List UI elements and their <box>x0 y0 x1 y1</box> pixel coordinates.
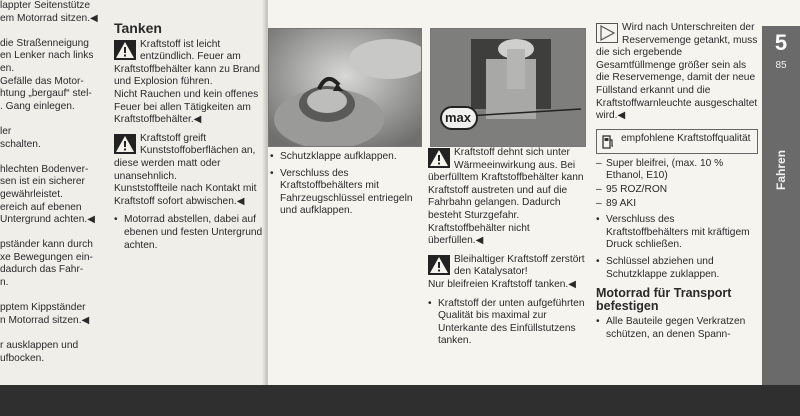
instruction-bullet: • Schutzklappe aufklappen. <box>270 151 420 164</box>
fuel-spec-list <box>596 158 758 210</box>
text-line: hlechten Bodenver- <box>0 163 89 175</box>
chapter-label <box>764 130 798 210</box>
warning-leaded <box>428 254 586 292</box>
warning-text: Kraftstoff greift Kunststoffoberflächen an, diese werden matt oder unansehnlich. <box>114 132 256 182</box>
warning-text-cont: Kraftstoffbehälter nicht überfüllen.◀ <box>428 222 530 247</box>
text-line: n Motorrad sitzen.◀ <box>0 314 90 326</box>
warning-expansion <box>428 147 586 248</box>
warning-plastic <box>114 133 264 209</box>
fuel-filler-photo <box>430 28 586 147</box>
text-line: lappter Seitenstütze <box>0 0 91 11</box>
text-line <box>0 290 108 303</box>
text-line <box>0 327 108 340</box>
instruction-bullet: • Schlüssel abziehen und Schutzklappe zuklappen. <box>596 256 758 281</box>
text-line <box>0 151 108 164</box>
warning-text: Kraftstoff dehnt sich unter Wärmeeinwirkung aus. Bei überfülltem Kraftstoffbehälter kann Kraftstoff austreten und auf die Fahrbahn gelangen. Dadurch besteht Sturzgefahr. <box>428 147 584 221</box>
note-text: Wird nach Unterschreiten der Reservemenge getankt, muss die sich ergebende Gesamtfüllmenge größer sein als die Reservemenge, damit der neue Füllstand erkannt und die Kraftstoffwarnleuchte ausgeschaltet wird.◀ <box>596 22 758 122</box>
recommended-fuel-box <box>596 129 758 154</box>
text-line: Untergrund achten.◀ <box>0 214 96 226</box>
chapter-label-text: Fahren <box>774 149 788 191</box>
text-line: n. <box>0 277 9 289</box>
max-level-label: max <box>445 110 472 125</box>
warning-text-cont: Kunststoffteile nach Kontakt mit Kraftstoff sofort abwischen.◀ <box>114 183 257 207</box>
chapter-number: 5 <box>774 30 788 55</box>
open-cap-steps <box>270 147 420 222</box>
text-line: ufbocken. <box>0 352 45 364</box>
refuel-section <box>114 22 264 256</box>
text-line: pptem Kippständer <box>0 302 86 314</box>
section-title: Motorrad für Transport befestigen <box>596 286 732 313</box>
fuel-cap-photo <box>268 28 422 147</box>
instruction-bullet: • Verschluss des Kraftstoffbehälters mit kräftigem Druck schließen. <box>596 214 758 252</box>
text-line: gewährleistet. <box>0 188 63 200</box>
fuel-warnings <box>428 147 586 352</box>
text-line: pständer kann durch <box>0 239 93 251</box>
warning-icon <box>428 255 450 275</box>
text-line: Gefälle das Motor- <box>0 75 84 87</box>
text-line: dadurch das Fahr- <box>0 264 84 276</box>
close-cap-steps <box>596 214 758 281</box>
warning-text-cont: Nicht Rauchen und kein offenes Feuer bei allen Tätigkeiten am Kraftstoffbehälter.◀ <box>114 88 259 126</box>
instruction-bullet: • Verschluss des Kraftstoffbehälters mit Fahrzeugschlüssel entriegeln und aufklappen. <box>270 168 420 218</box>
section-title: Tanken <box>114 20 162 36</box>
left-cut-column <box>0 0 108 365</box>
text-line: schalten. <box>0 138 41 150</box>
warning-text-cont: Nur bleifreien Kraftstoff tanken.◀ <box>428 278 577 290</box>
text-line: . Gang einlegen. <box>0 100 75 112</box>
fuel-cap-illustration <box>269 29 421 146</box>
text-line: en Lenker nach links <box>0 50 94 62</box>
warning-text: Bleihaltiger Kraftstoff zerstört den Katalysator! <box>454 253 585 278</box>
step-list <box>270 151 420 218</box>
note-triangle-icon <box>596 23 618 43</box>
left-page <box>0 0 268 385</box>
text-line: sen ist ein sicherer <box>0 176 85 188</box>
text-line: htung „bergauf“ stel- <box>0 88 92 100</box>
warning-icon <box>114 40 136 60</box>
warning-flammable <box>114 39 264 127</box>
fuel-quality-column <box>596 22 758 345</box>
text-line: ler <box>0 125 12 137</box>
warning-text: Kraftstoff ist leicht entzündlich. Feuer am Kraftstoffbehälter kann zu Brand und Explosion führen. <box>114 38 260 88</box>
instruction-bullet: • Alle Bauteile gegen Verkratzen schützen, an denen Spann- <box>596 316 758 341</box>
warning-icon <box>428 148 450 168</box>
text-line: en. <box>0 62 15 74</box>
scan-shadow <box>0 385 800 416</box>
text-line <box>0 227 108 240</box>
instruction-bullet: • Kraftstoff der unten aufgeführten Qualität bis maximal zur Unterkante des Einfüllstutzens tanken. <box>428 298 586 348</box>
fuel-pump-icon <box>601 134 615 150</box>
note-reserve <box>596 22 758 123</box>
page-number: 85 <box>775 60 787 71</box>
text-line: die Straßenneigung <box>0 37 89 49</box>
fuel-spec-item: – 89 AKI <box>596 198 758 211</box>
fuel-spec-item: – 95 ROZ/RON <box>596 184 758 197</box>
warning-icon <box>114 134 136 154</box>
text-line <box>0 113 108 126</box>
fuel-filler-illustration <box>431 29 585 146</box>
text-line: ereich auf ebenen <box>0 201 82 213</box>
instruction-bullet: • Motorrad abstellen, dabei auf ebenen und festen Untergrund achten. <box>114 214 264 252</box>
fuel-spec-item: – Super bleifrei, (max. 10 % Ethanol, E10) <box>596 158 758 183</box>
text-line: em Motorrad sitzen.◀ <box>0 12 98 24</box>
text-line: xe Bewegungen ein- <box>0 251 93 263</box>
recommended-label: empfohlene Kraftstoffqualität <box>621 132 751 144</box>
text-line <box>0 25 108 38</box>
text-line: r ausklappen und <box>0 340 79 352</box>
